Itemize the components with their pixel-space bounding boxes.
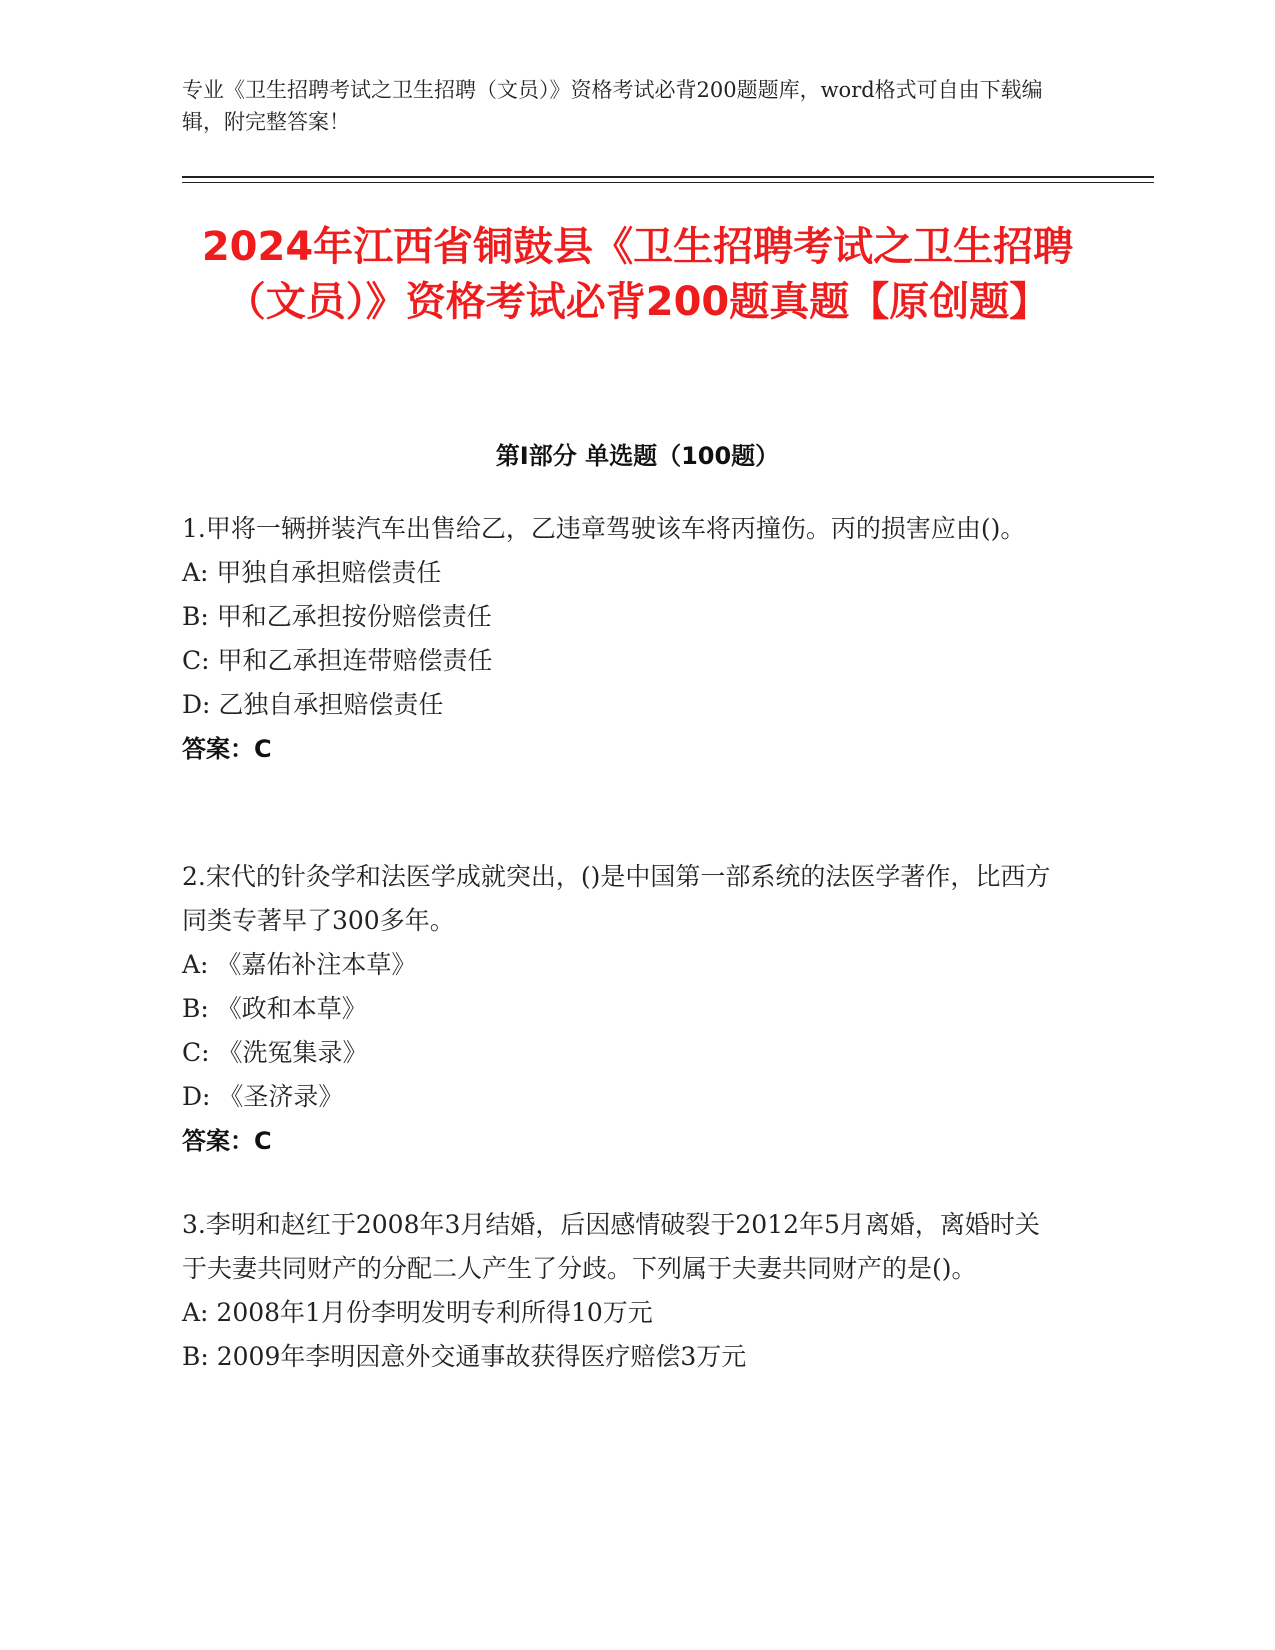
header-divider-thick <box>182 176 1154 178</box>
option-b: B: 甲和乙承担按份赔偿责任 <box>182 602 492 631</box>
question-3 <box>182 1203 1062 1379</box>
option-d: D: 乙独自承担赔偿责任 <box>182 690 444 719</box>
option-a: A: 2008年1月份李明发明专利所得10万元 <box>182 1298 653 1327</box>
question-2 <box>182 855 1062 1163</box>
option-c: C: 甲和乙承担连带赔偿责任 <box>182 646 493 675</box>
question-stem: 1.甲将一辆拼装汽车出售给乙，乙违章驾驶该车将丙撞伤。丙的损害应由()。 <box>182 514 1026 543</box>
question-stem: 2.宋代的针灸学和法医学成就突出，()是中国第一部系统的法医学著作，比西方同类专著早了300多年。 <box>182 862 1051 935</box>
question-stem: 3.李明和赵红于2008年3月结婚，后因感情破裂于2012年5月离婚，离婚时关于夫妻共同财产的分配二人产生了分歧。下列属于夫妻共同财产的是()。 <box>182 1210 1040 1283</box>
option-c: C: 《洗冤集录》 <box>182 1038 368 1067</box>
header-note: 专业《卫生招聘考试之卫生招聘（文员）》资格考试必背200题题库，word格式可自由下载编辑，附完整答案！ <box>182 78 1043 134</box>
answer: 答案：C <box>182 735 272 763</box>
option-a: A: 《嘉佑补注本草》 <box>182 950 417 979</box>
option-b: B: 2009年李明因意外交通事故获得医疗赔偿3万元 <box>182 1342 747 1371</box>
section-heading: 第I部分 单选题（100题） <box>495 442 780 470</box>
option-a: A: 甲独自承担赔偿责任 <box>182 558 442 587</box>
document-title: 2024年江西省铜鼓县《卫生招聘考试之卫生招聘（文员）》资格考试必背200题真题【原创题】 <box>201 224 1074 325</box>
question-1 <box>182 507 1062 771</box>
option-d: D: 《圣济录》 <box>182 1082 344 1111</box>
option-b: B: 《政和本草》 <box>182 994 367 1023</box>
header-divider-thin <box>182 182 1154 183</box>
answer: 答案：C <box>182 1127 272 1155</box>
